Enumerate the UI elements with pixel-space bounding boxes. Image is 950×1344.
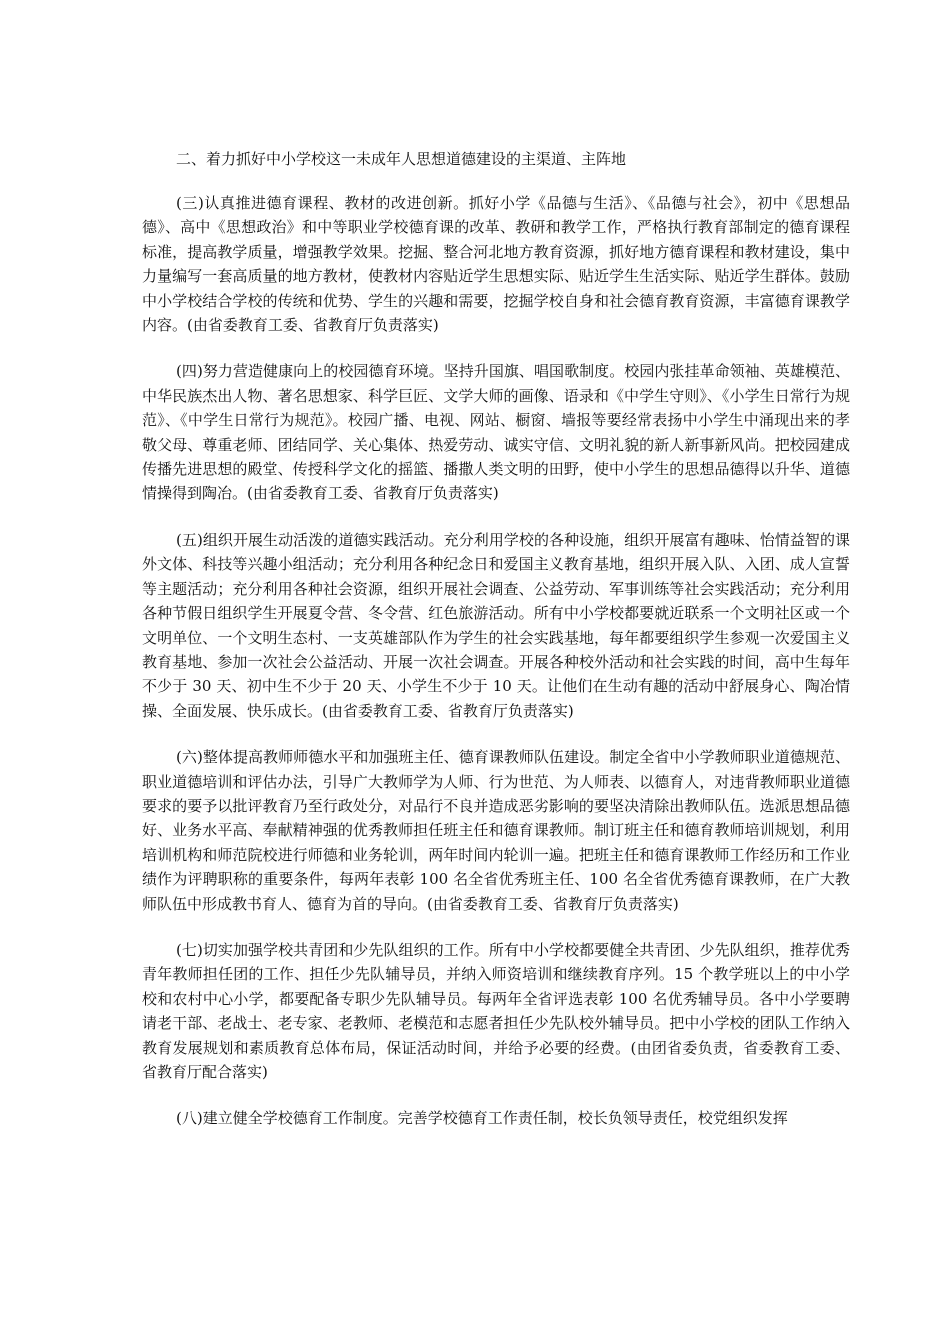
section-heading: 二、着力抓好中小学校这一未成年人思想道德建设的主渠道、主阵地	[176, 150, 627, 168]
paragraph-6: (六)整体提高教师师德水平和加强班主任、德育课教师队伍建设。制定全省中小学教师职业道德规范、职业道德培训和评估办法，引导广大教师学为人师、行为世范、为人师表、以德育人，对违背教师职业道德要求的要予以批评教育乃至行政处分，对品行不良并造成恶劣影响的要坚决清除出教师队伍。选派思想品德好、业务水平高、奉献精神强的优秀教师担任班主任和德育课教师。制订班主任和德育教师培训规划，利用培训机构和师范院校进行师德和业务轮训，两年时间内轮训一遍。把班主任和德育课教师工作经历和工作业绩作为评聘职称的重要条件，每两年表彰 100 名全省优秀班主任、100 名全省优秀德育课教师，在广大教师队伍中形成教书育人、德育为首的导向。(由省委教育工委、省教育厅负责落实)	[142, 748, 850, 913]
paragraph-8: (八)建立健全学校德育工作制度。完善学校德育工作责任制，校长负领导责任，校党组织发挥	[176, 1109, 788, 1128]
paragraph-4: (四)努力营造健康向上的校园德育环境。坚持升国旗、唱国歌制度。校园内张挂革命领袖、英雄模范、中华民族杰出人物、著名思想家、科学巨匠、文学大师的画像、语录和《中学生守则》、《小学生日常行为规范》、《中学生日常行为规范》。校园广播、电视、网站、橱窗、墙报等要经常表扬中小学生中涌现出来的孝敬父母、尊重老师、团结同学、关心集体、热爱劳动、诚实守信、文明礼貌的新人新事新风尚。把校园建成传播先进思想的殿堂、传授科学文化的摇篮、播撒人类文明的田野，使中小学生的思想品德得以升华、道德情操得到陶冶。(由省委教育工委、省教育厅负责落实)	[142, 362, 850, 503]
paragraph-5: (五)组织开展生动活泼的道德实践活动。充分利用学校的各种设施，组织开展富有趣味、怡情益智的课外文体、科技等兴趣小组活动；充分利用各种纪念日和爱国主义教育基地，组织开展入队、入团、成人宣誓等主题活动；充分利用各种社会资源，组织开展社会调查、公益劳动、军事训练等社会实践活动；充分利用各种节假日组织学生开展夏令营、冬令营、红色旅游活动。所有中小学校都要就近联系一个文明社区或一个文明单位、一个文明生态村、一支英雄部队作为学生的社会实践基地，每年都要组织学生参观一次爱国主义教育基地、参加一次社会公益活动、开展一次社会调查。开展各种校外活动和社会实践的时间，高中生每年不少于 30 天、初中生不少于 20 天、小学生不少于 10 天。让他们在生动有趣的活动中舒展身心、陶冶情操、全面发展、快乐成长。(由省委教育工委、省教育厅负责落实)	[142, 530, 850, 720]
document-body	[142, 145, 850, 1131]
paragraph-7: (七)切实加强学校共青团和少先队组织的工作。所有中小学校都要健全共青团、少先队组织，推荐优秀青年教师担任团的工作、担任少先队辅导员，并纳入师资培训和继续教育序列。15 个教学班以上的中小学校和农村中心小学，都要配备专职少先队辅导员。每两年全省评选表彰 100 名优秀辅导员。各中小学要聘请老干部、老战士、老专家、老教师、老模范和志愿者担任少先队校外辅导员。把中小学校的团队工作纳入教育发展规划和素质教育总体布局，保证活动时间，并给予必要的经费。(由团省委负责，省委教育工委、省教育厅配合落实)	[142, 940, 850, 1081]
paragraph-3: (三)认真推进德育课程、教材的改进创新。抓好小学《品德与生活》、《品德与社会》，初中《思想品德》、高中《思想政治》和中等职业学校德育课的改革、教研和教学工作，严格执行教育部制定的德育课程标准，提高教学质量，增强教学效果。挖掘、整合河北地方教育资源，抓好地方德育课程和教材建设，集中力量编写一套高质量的地方教材，使教材内容贴近学生思想实际、贴近学生生活实际、贴近学生群体。鼓励中小学校结合学校的传统和优势、学生的兴趣和需要，挖掘学校自身和社会德育教育资源，丰富德育课教学内容。(由省委教育工委、省教育厅负责落实)	[142, 194, 850, 335]
